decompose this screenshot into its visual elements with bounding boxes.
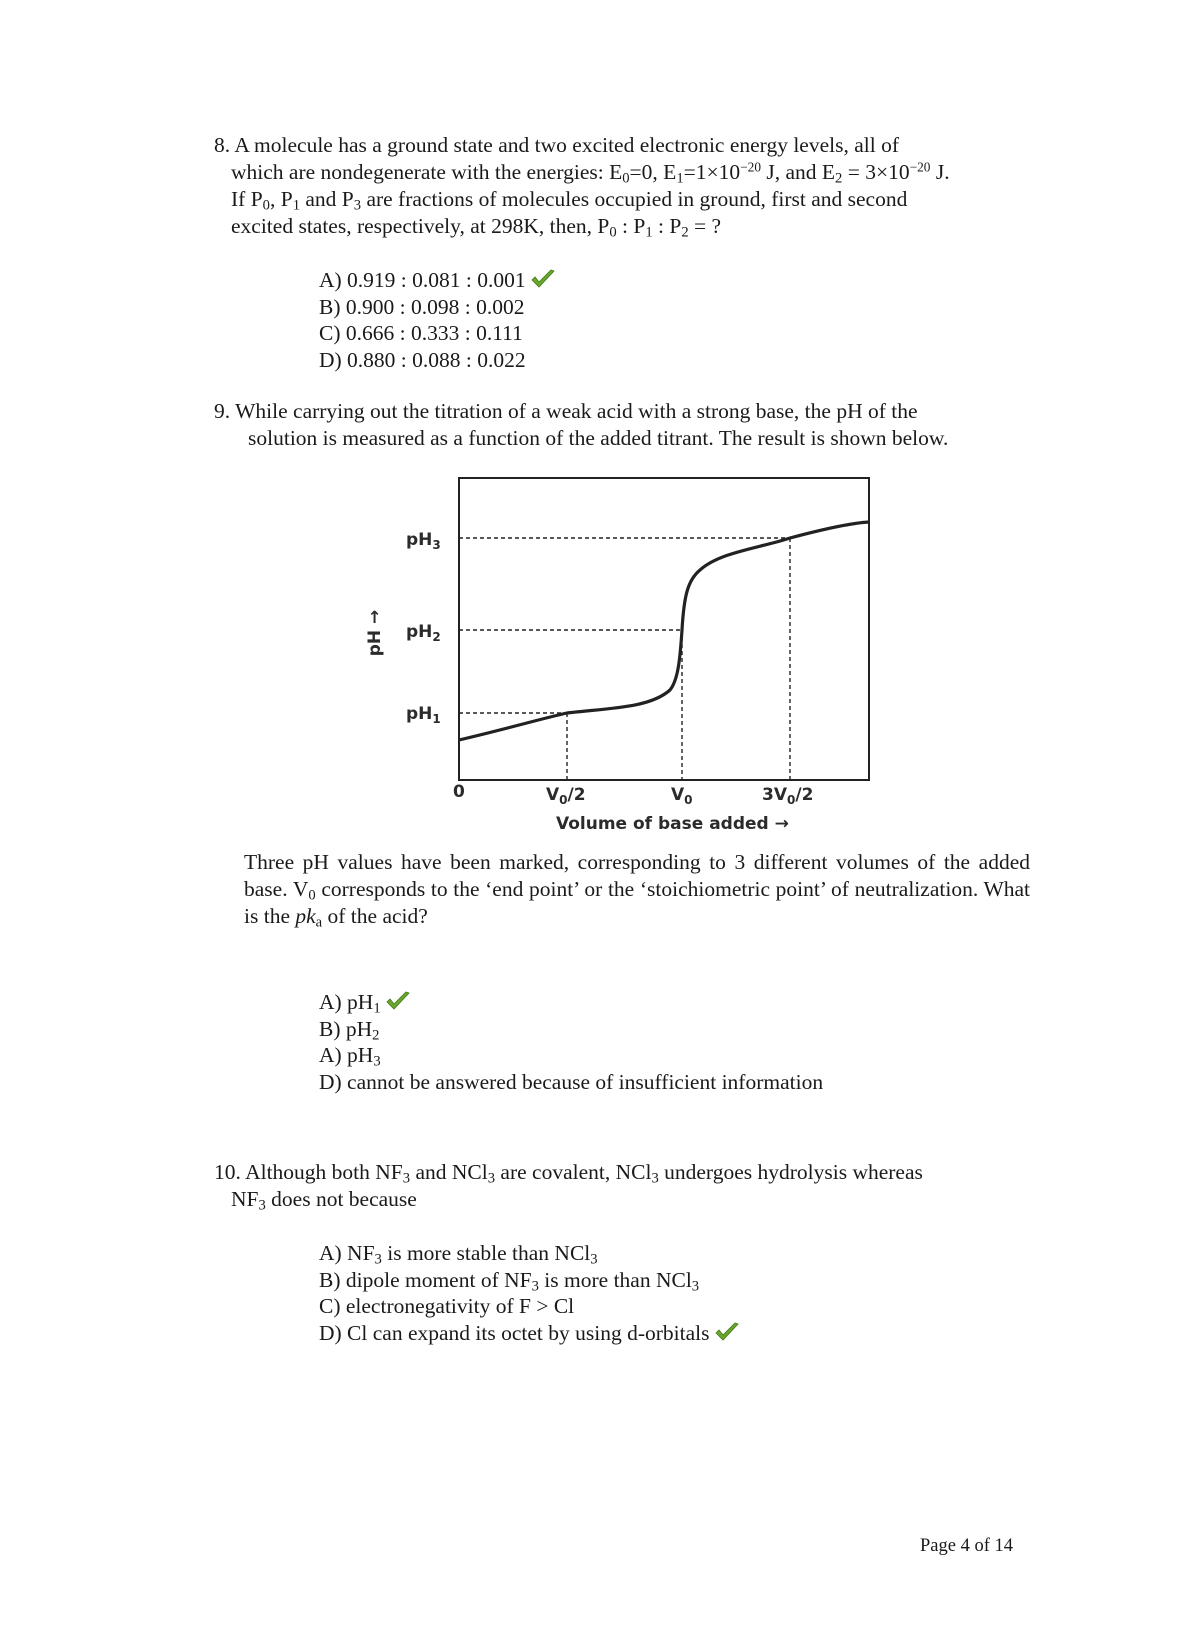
question-9-paragraph: Three pH values have been marked, corresponding to 3 different volumes of the added base. $V_0$ corresponds to the ‘end point’ or the ‘stoichiometric point’ of neutralization. What is the $pk_a$ of the acid? xyxy=(244,850,1031,931)
x-tick-3v0-half: $3V_0/2$ xyxy=(762,785,814,807)
titration-chart xyxy=(360,470,890,840)
question-10-line-2: $NF_3$ does not because xyxy=(231,1187,417,1214)
question-8-line-3: If $P_0$, $P_1$ and $P_3$ are fractions of molecules occupied in ground, first and second xyxy=(231,187,908,214)
y-tick-ph3: $pH_3$ xyxy=(406,530,441,552)
option-8b: B) 0.900 : 0.098 : 0.002 xyxy=(319,295,525,319)
y-tick-ph2: $pH_2$ xyxy=(406,622,441,644)
option-9c: A) $pH_3$ xyxy=(319,1043,381,1070)
option-10b: B) dipole moment of $NF_3$ is more than NCl$_3$ xyxy=(319,1268,700,1295)
page-number: Page 4 of 14 xyxy=(920,1536,1013,1556)
question-9-line-2: solution is measured as a function of the added titrant. The result is shown below. xyxy=(248,426,949,450)
option-10c: C) electronegativity of F > Cl xyxy=(319,1294,575,1318)
option-8d: D) 0.880 : 0.088 : 0.022 xyxy=(319,348,526,372)
checkmark-icon xyxy=(714,1321,740,1343)
x-tick-v0-half: $V_0/2$ xyxy=(546,785,586,807)
y-axis-label: pH → xyxy=(365,609,385,657)
option-10a: A) $NF_3$ is more stable than NCl$_3$ xyxy=(319,1241,598,1268)
x-tick-v0: $V_0$ xyxy=(671,785,693,807)
x-tick-0: 0 xyxy=(453,782,465,802)
y-tick-ph1: $pH_1$ xyxy=(406,704,441,726)
checkmark-icon xyxy=(385,990,411,1012)
option-9b: B) $pH_2$ xyxy=(319,1017,380,1044)
option-8c: C) 0.666 : 0.333 : 0.111 xyxy=(319,321,523,345)
option-9a: A) $pH_1$ xyxy=(319,989,411,1016)
question-8-line-1: 8. A molecule has a ground state and two excited electronic energy levels, all of xyxy=(214,133,900,157)
guide-lines xyxy=(459,538,790,780)
question-10-line-1: 10. Although both $NF_3$ and NCl$_3$ are covalent, NCl$_3$ undergoes hydrolysis whereas xyxy=(214,1160,923,1187)
question-8-line-2: which are nondegenerate with the energies: $E_0=0$, $E_1=1\times 10^{-20}$ J, and $E_2 = 3\times 10^{-20}$ J. xyxy=(231,159,950,187)
checkmark-icon xyxy=(530,268,556,290)
x-axis-label: Volume of base added → xyxy=(556,814,789,834)
option-10d: D) Cl can expand its octet by using d-orbitals xyxy=(319,1320,740,1347)
option-9d: D) cannot be answered because of insufficient information xyxy=(319,1070,824,1094)
option-8a: A) 0.919 : 0.081 : 0.001 xyxy=(319,267,556,294)
question-9-line-1: 9. While carrying out the titration of a weak acid with a strong base, the pH of the xyxy=(214,399,918,423)
question-8-line-4: excited states, respectively, at 298K, then, $P_0$ : $P_1$ : $P_2$ = ? xyxy=(231,214,722,241)
chart-frame xyxy=(459,478,869,780)
titration-curve xyxy=(459,522,869,740)
